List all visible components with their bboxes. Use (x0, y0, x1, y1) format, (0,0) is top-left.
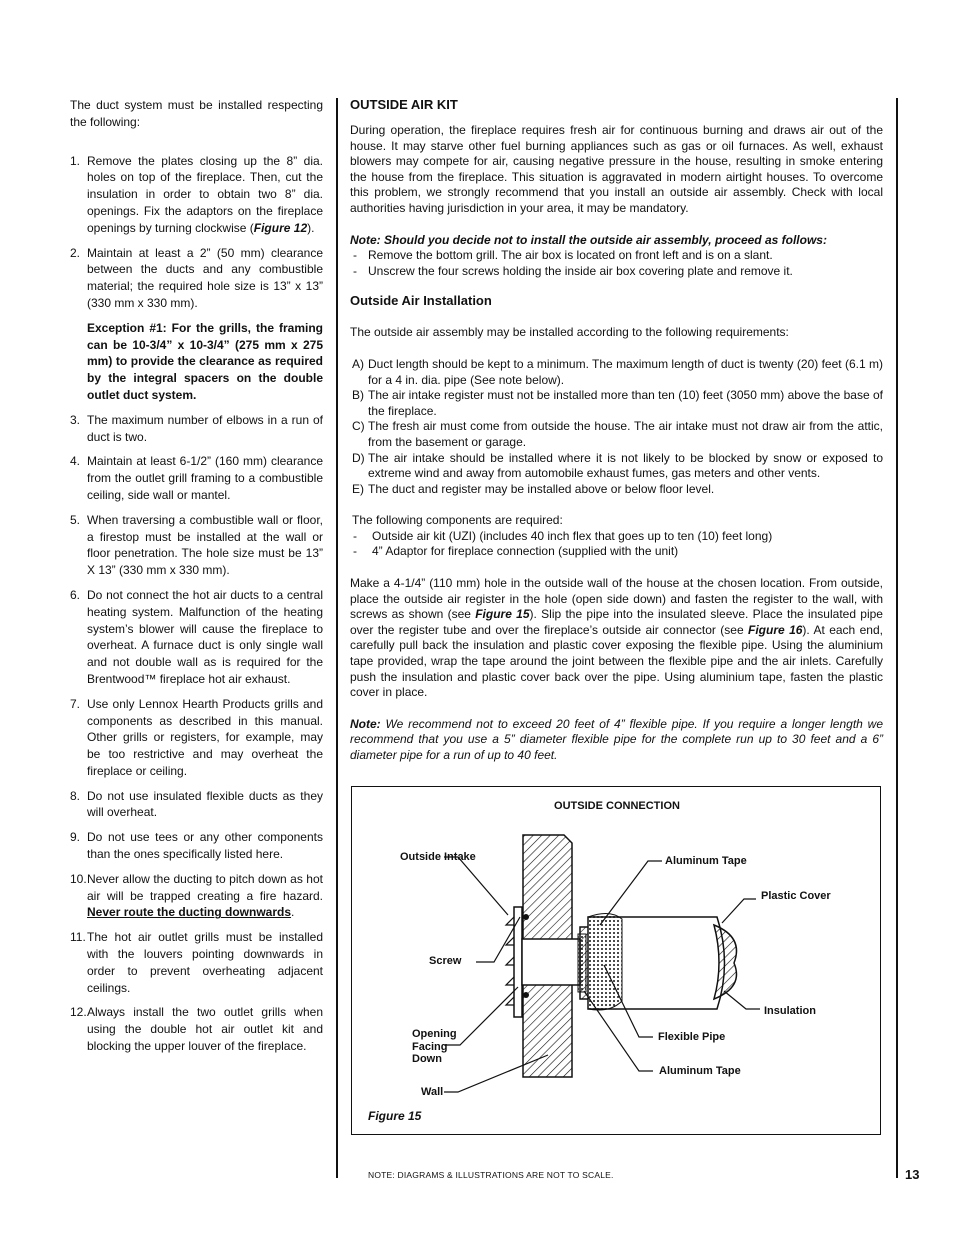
label-screw: Screw (429, 955, 462, 967)
duct-intro: The duct system must be installed respecting the following: (70, 98, 323, 129)
list-item-number: 11. (70, 930, 86, 945)
list-item (70, 245, 323, 404)
requirements-list (350, 357, 883, 497)
list-item-text: Do not use insulated flexible ducts as they will overheat. (87, 788, 323, 820)
register-plate (514, 907, 522, 1017)
list-item-number: 12. (70, 1005, 87, 1020)
insulation-layer (588, 913, 622, 1010)
section-heading: OUTSIDE AIR KIT (350, 97, 458, 112)
list-item (70, 412, 323, 446)
label-opening: Opening Facing Down (412, 1028, 457, 1065)
list-item (70, 587, 323, 688)
screw-top (523, 914, 529, 920)
list-item-number: 8. (70, 788, 81, 803)
right-margin-bar (896, 98, 898, 1178)
installation-subheading: Outside Air Installation (350, 293, 492, 309)
exception-note: Exception #1: For the grills, the framing can be 10-3/4” x 10-3/4” (275 mm x 275 mm) to provide the clearance as required by the integral spacers on the double outlet duct system. (87, 320, 323, 402)
list-item (70, 453, 323, 503)
list-item (70, 788, 323, 822)
list-item-text: Maintain at least a 2” (50 mm) clearance between the ducts and any combustible material; the required hole size is 13” x 13” (330 mm x 330 mm). (87, 245, 323, 310)
requirement-item: C) The fresh air must come from outside the house. The air intake must not draw air from the attic, from the basement or garage. (352, 419, 883, 449)
note-step: - Unscrew the four screws holding the inside air box covering plate and remove it. (350, 264, 883, 280)
scale-note: NOTE: DIAGRAMS & ILLUSTRATIONS ARE NOT TO SCALE. (368, 1170, 614, 1180)
outside-air-paragraph: During operation, the fireplace requires fresh air for continuous burning and draws air out of the house. It may starve other fuel burning appliances such as gas or oil furnaces. As well, exhaust blowers may compete for air, causing negative pressure in the house, resulting in smoke entering the house from the fireplace. This situation is aggravated in modern airtight houses. To overcome this problem, we strongly recommend that you install an outside air assembly. Check with local authorities having jurisdiction in your area, it may be mandatory. (350, 123, 883, 215)
aluminum-tape-ring (578, 934, 586, 992)
list-item-number: 7. (70, 696, 81, 711)
label-aluminum-tape-bottom: Aluminum Tape (659, 1065, 741, 1077)
length-note: Note: We recommend not to exceed 20 feet of 4” flexible pipe. If you require a longer length we recommend that you use a 5” diameter flexible pipe for the complete run up to 30 feet and a 6” diameter pipe for a run of up to 40 feet. (350, 716, 883, 762)
list-item-text: The hot air outlet grills must be installed with the louvers pointing downwards in order to prevent overheating adjacent ceilings. (87, 930, 323, 995)
component-item: - 4” Adaptor for fireplace connection (supplied with the unit) (350, 544, 883, 560)
list-item (70, 512, 323, 579)
list-item-text: Use only Lennox Hearth Products grills and components as described in this manual. Other grills or registers, for example, may be too restrictive and may overheat the fireplace or ceiling. (87, 696, 323, 778)
label-wall: Wall (421, 1086, 444, 1098)
list-item-text: Never allow the ducting to pitch down as hot air will be trapped creating a fire hazard. Never route the ducting downwards. (87, 871, 323, 920)
list-item (70, 929, 323, 996)
list-item (70, 829, 323, 863)
page-number: 13 (905, 1167, 920, 1182)
screw-bottom (523, 992, 529, 998)
list-item-text: Maintain at least 6-1/2” (160 mm) clearance from the outlet grill framing to a combustible ceiling, side wall or mantel. (87, 454, 323, 502)
figure-15-box (351, 786, 881, 1135)
requirement-item: E) The duct and register may be installed above or below floor level. (352, 481, 715, 496)
figure-caption: Figure 15 (368, 1109, 422, 1123)
requirement-item: B) The air intake register must not be installed more than ten (10) feet (3050 mm) above the base of the fireplace. (352, 388, 883, 418)
components-intro: The following components are required: (352, 513, 563, 528)
component-item: - Outside air kit (UZI) (includes 40 inch flex that goes up to ten (10) feet long) (350, 529, 883, 545)
list-item-number: 4. (70, 454, 81, 469)
list-item-number: 1. (70, 153, 81, 168)
label-insulation: Insulation (764, 1005, 816, 1017)
list-item (70, 871, 323, 921)
list-item-text: Do not use tees or any other components than the ones specifically listed here. (87, 830, 323, 862)
list-item-number: 5. (70, 512, 81, 527)
list-item-number: 2. (70, 245, 81, 260)
label-outside-intake: Outside Intake (400, 851, 476, 863)
right-column (350, 97, 883, 764)
register-tube (522, 939, 580, 985)
requirement-item: D) The air intake should be installed where it is not likely to be blocked by snow or exposed to extreme wind and away from automobile exhaust fumes, gas meters and other vents. (352, 450, 883, 481)
list-item-number: 10. (70, 871, 87, 886)
duct-requirements-list (70, 153, 323, 1055)
label-aluminum-tape-top: Aluminum Tape (665, 855, 747, 867)
list-item-text: Do not connect the hot air ducts to a central heating system. Malfunction of the heating system’s blower will cause the fireplace to overheat. A furnace duct is only single wall and not double wall as is required for the Brentwood™ fireplace hot air exhaust. (87, 587, 323, 686)
column-divider (336, 98, 338, 1178)
label-flexible-pipe: Flexible Pipe (658, 1031, 726, 1043)
list-item (70, 696, 323, 780)
list-item-number: 6. (70, 587, 81, 602)
list-item-number: 3. (70, 412, 81, 427)
requirement-item: A) Duct length should be kept to a minimum. The maximum length of duct is twenty (20) feet (6.1 m) for a 4 in. dia. pipe (See note below). (352, 356, 883, 387)
list-item-text: Always install the two outlet grills when using the double hot air outlet kit and blocking the upper louver of the fireplace. (87, 1005, 323, 1054)
list-item (70, 153, 323, 237)
installation-paragraph: Make a 4-1/4” (110 mm) hole in the outside wall of the house at the chosen location. From outside, place the outside air register in the hole (open side down) and fasten the register to the wall, with screws as shown (see Figure 15). Slip the pipe into the insulated sleeve. Place the insulated pipe over the register tube and over the fireplace’s outside air connector (see Figure 16). At each end, carefully pull back the insulation and plastic cover exposing the flexible pipe. Using the aluminium tape provided, wrap the tape around the joint between the flexible pipe and the air inlets. Carefully push the insulation and plastic cover back over the pipe. Using aluminium tape, fasten the plastic cover in place. (350, 576, 883, 700)
list-item-text: When traversing a combustible wall or floor, a firestop must be installed at the wall or floor penetration. The hole size must be 13” X 13” (330 mm x 330 mm). (87, 512, 323, 578)
installation-intro: The outside air assembly may be installed according to the following requirements: (350, 325, 789, 340)
list-item-number: 9. (70, 830, 81, 845)
figure-title: OUTSIDE CONNECTION (554, 800, 680, 812)
list-item-text: The maximum number of elbows in a run of duct is two. (87, 412, 323, 444)
list-item (70, 1004, 323, 1054)
left-column (70, 97, 323, 1055)
note-step: - Remove the bottom grill. The air box is located on front left and is on a slant. (350, 248, 883, 264)
note-no-outside-air: Note: Should you decide not to install the outside air assembly, proceed as follows: (350, 232, 827, 247)
list-item-text: Remove the plates closing up the 8” dia. holes on top of the fireplace. Then, cut the insulation in order to obtain two 8” dia. openings. Fix the adaptors on the fireplace openings by turning clockwise (Figure 12). (87, 153, 323, 235)
label-plastic-cover: Plastic Cover (761, 890, 831, 902)
